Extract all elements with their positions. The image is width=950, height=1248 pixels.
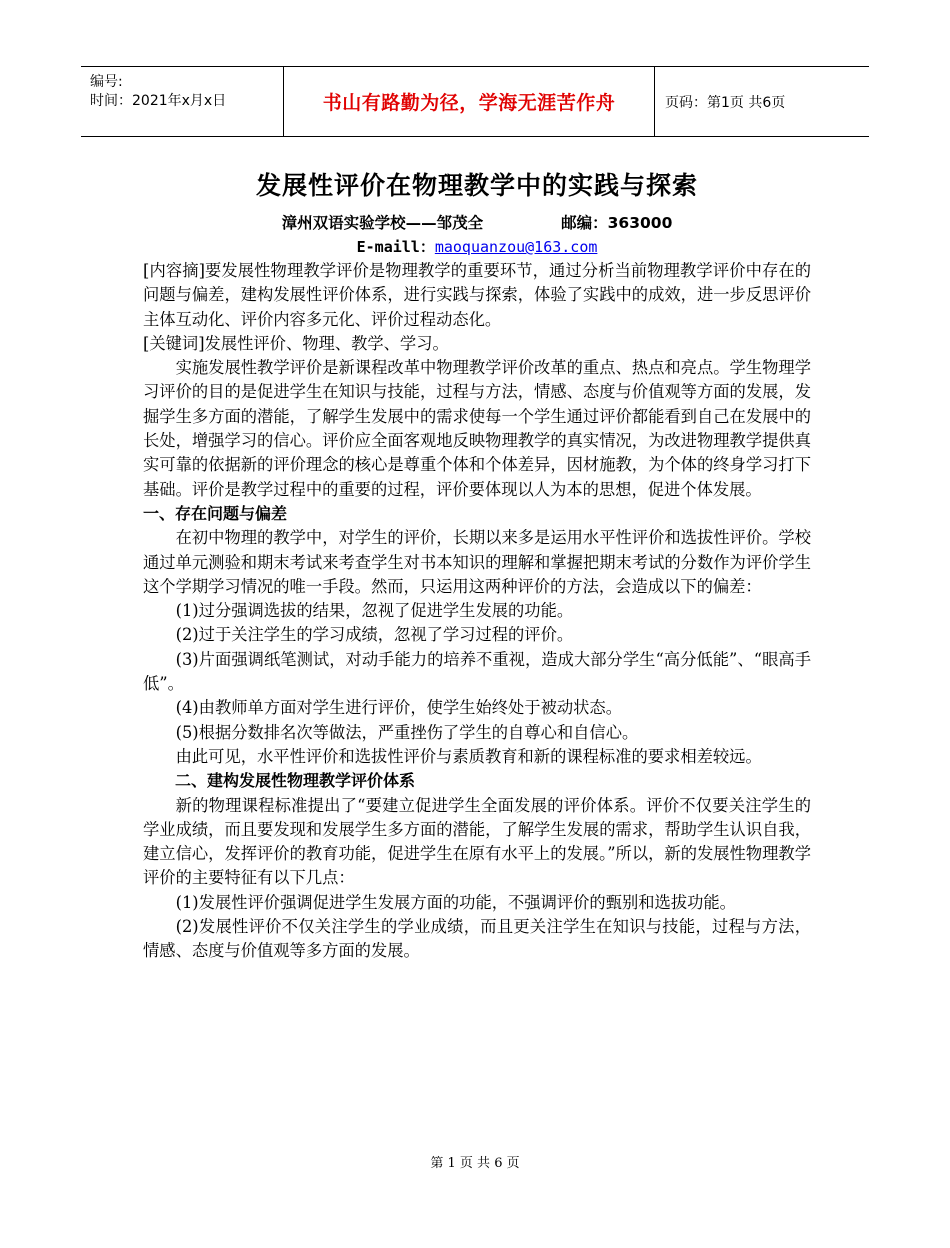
section-2-heading: 二、建构发展性物理教学评价体系 — [175, 771, 416, 791]
page-footer: 第 1 页 共 6 页 — [430, 1156, 520, 1171]
article-title: 发展性评价在物理教学中的实践与探索 — [255, 171, 698, 200]
section-1-paragraph: 在初中物理的教学中，对学生的评价，长期以来多是运用水平性评价和选拔性评价。学校通过单元测验和期末考试来考查学生对书本知识的理解和掌握把期末考试的分数作为评价学生这个学期学习情况的唯一手段。然而，只运用这两种评价的方法，会造成以下的偏差： — [143, 528, 811, 596]
email-link[interactable]: maoquanzou@163.com — [434, 238, 598, 256]
section-2-item: (1)发展性评价强调促进学生发展方面的功能，不强调评价的甄别和选拔功能。 — [175, 892, 736, 912]
time-label: 时间：2021年x月x日 — [90, 93, 227, 109]
email-line — [143, 235, 811, 259]
section-1-item: (1)过分强调选拔的结果，忽视了促进学生发展的功能。 — [175, 601, 574, 621]
section-1-conclusion: 由此可见，水平性评价和选拔性评价与素质教育和新的课程标准的要求相差较远。 — [175, 746, 762, 766]
email-label: E-maill： — [356, 238, 435, 256]
section-2-paragraph: 新的物理课程标准提出了“要建立促进学生全面发展的评价体系。评价不仅要关注学生的学业成绩，而且要发现和发展学生多方面的潜能，了解学生发展的需求，帮助学生认识自我，建立信心，发挥评价的教育功能，促进学生在原有水平上的发展。”所以，新的发展性物理教学评价的主要特征有以下几点： — [143, 795, 811, 888]
author-name: 漳州双语实验学校——邹茂全 — [281, 214, 484, 232]
section-1-item: (5)根据分数排名次等做法，严重挫伤了学生的自尊心和自信心。 — [175, 722, 639, 742]
intro-paragraph: 实施发展性教学评价是新课程改革中物理教学评价改革的重点、热点和亮点。学生物理学习评价的目的是促进学生在知识与技能，过程与方法，情感、态度与价值观等方面的发展，发掘学生多方面的潜能，了解学生发展中的需求使每一个学生通过评价都能看到自己在发展中的长处，增强学习的信心。评价应全面客观地反映物理教学的真实情况，为改进物理教学提供真实可靠的依据新的评价理念的核心是尊重个体和个体差异，因材施教，为个体的终身学习打下基础。评价是教学过程中的重要的过程，评价要体现以人为本的思想，促进个体发展。 — [143, 358, 811, 499]
header-motto: 书山有路勤为径，学海无涯苦作舟 — [283, 67, 655, 136]
header-page-info: 页码：第1页 共6页 — [665, 94, 786, 111]
number-label: 编号: — [90, 74, 123, 90]
abstract-paragraph: [内容摘]要发展性物理教学评价是物理教学的重要环节，通过分析当前物理教学评价中存在的问题与偏差，建构发展性评价体系，进行实践与探索，体验了实践中的成效，进一步反思评价主体互动化、评价内容多元化、评价过程动态化。 — [143, 261, 811, 329]
keywords-paragraph: [关键词]发展性评价、物理、教学、学习。 — [143, 333, 449, 353]
section-1-item: (4)由教师单方面对学生进行评价，使学生始终处于被动状态。 — [175, 698, 622, 718]
article-body — [143, 168, 811, 964]
header-meta — [81, 67, 283, 136]
author-line — [143, 211, 811, 235]
document-header — [81, 66, 869, 137]
section-1-item: (2)过于关注学生的学习成绩，忽视了学习过程的评价。 — [175, 625, 574, 645]
section-1-heading: 一、存在问题与偏差 — [143, 503, 288, 523]
section-2-item: (2)发展性评价不仅关注学生的学业成绩，而且更关注学生在知识与技能，过程与方法，情感、态度与价值观等多方面的发展。 — [143, 917, 811, 961]
section-1-item: (3)片面强调纸笔测试，对动手能力的培养不重视，造成大部分学生“高分低能”、“眼高手低”。 — [143, 649, 811, 694]
postcode: 邮编：363000 — [561, 214, 673, 232]
